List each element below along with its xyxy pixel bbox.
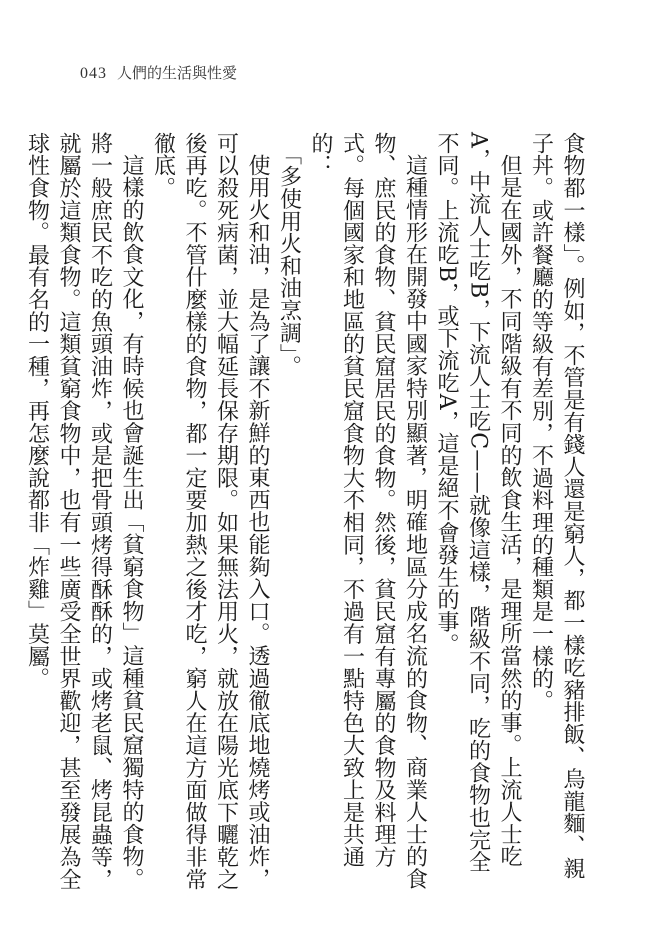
running-header [80, 62, 237, 83]
paragraph-quote: 「多使用火和油烹調」。 [276, 143, 302, 378]
vertical-text-body [24, 132, 588, 892]
paragraph: 但是在國外，不同階級有不同的飲食生活，是理所當然的事。上流人士吃A，中流人士吃B，下流人士吃C——就像這樣，階級不同，吃的食物也完全不同。上流吃B，或下流吃A，這是絕不會發生的事。 [434, 132, 522, 874]
paragraph: 這種情形在開發中國家特別顯著，明確地區分成名流的食物、商業人士的食物、庶民的食物、貧民窟居民的食物。然後，貧民窟有專屬的食物及料理方式。每個國家和地區的貧民窟食物大不相同，不過有一點特色大致上是共通的： [308, 132, 428, 890]
page-number: 043 [80, 65, 107, 82]
paragraph: 食物都一樣」。例如，不管是有錢人還是窮人，都一樣吃豬排飯、烏龍麵、親子丼。或許餐廳的等級有差別，不過料理的種類是一樣的。 [528, 132, 585, 880]
paragraph: 使用火和油，是為了讓不新鮮的東西也能夠入口。透過徹底地燒烤或油炸，可以殺死病菌，並大幅延長保存期限。如果無法用火，就放在陽光底下曬乾之後再吃。不管什麼樣的食物，都一定要加熱之後才吃，窮人在這方面做得非常徹底。 [150, 132, 270, 891]
paragraph: 這樣的飲食文化，有時候也會誕生出「貧窮食物」這種貧民窟獨特的食物。將一般庶民不吃的魚頭油炸，或是把骨頭烤得酥酥的，或烤老鼠、烤昆蟲等，就屬於這類食物。這類貧窮食物中，也有一些廣受全世界歡迎，甚至發展為全球性食物。最有名的一種，再怎麼說都非「炸雞」莫屬。 [24, 132, 144, 891]
running-title: 人們的生活與性愛 [117, 64, 238, 82]
